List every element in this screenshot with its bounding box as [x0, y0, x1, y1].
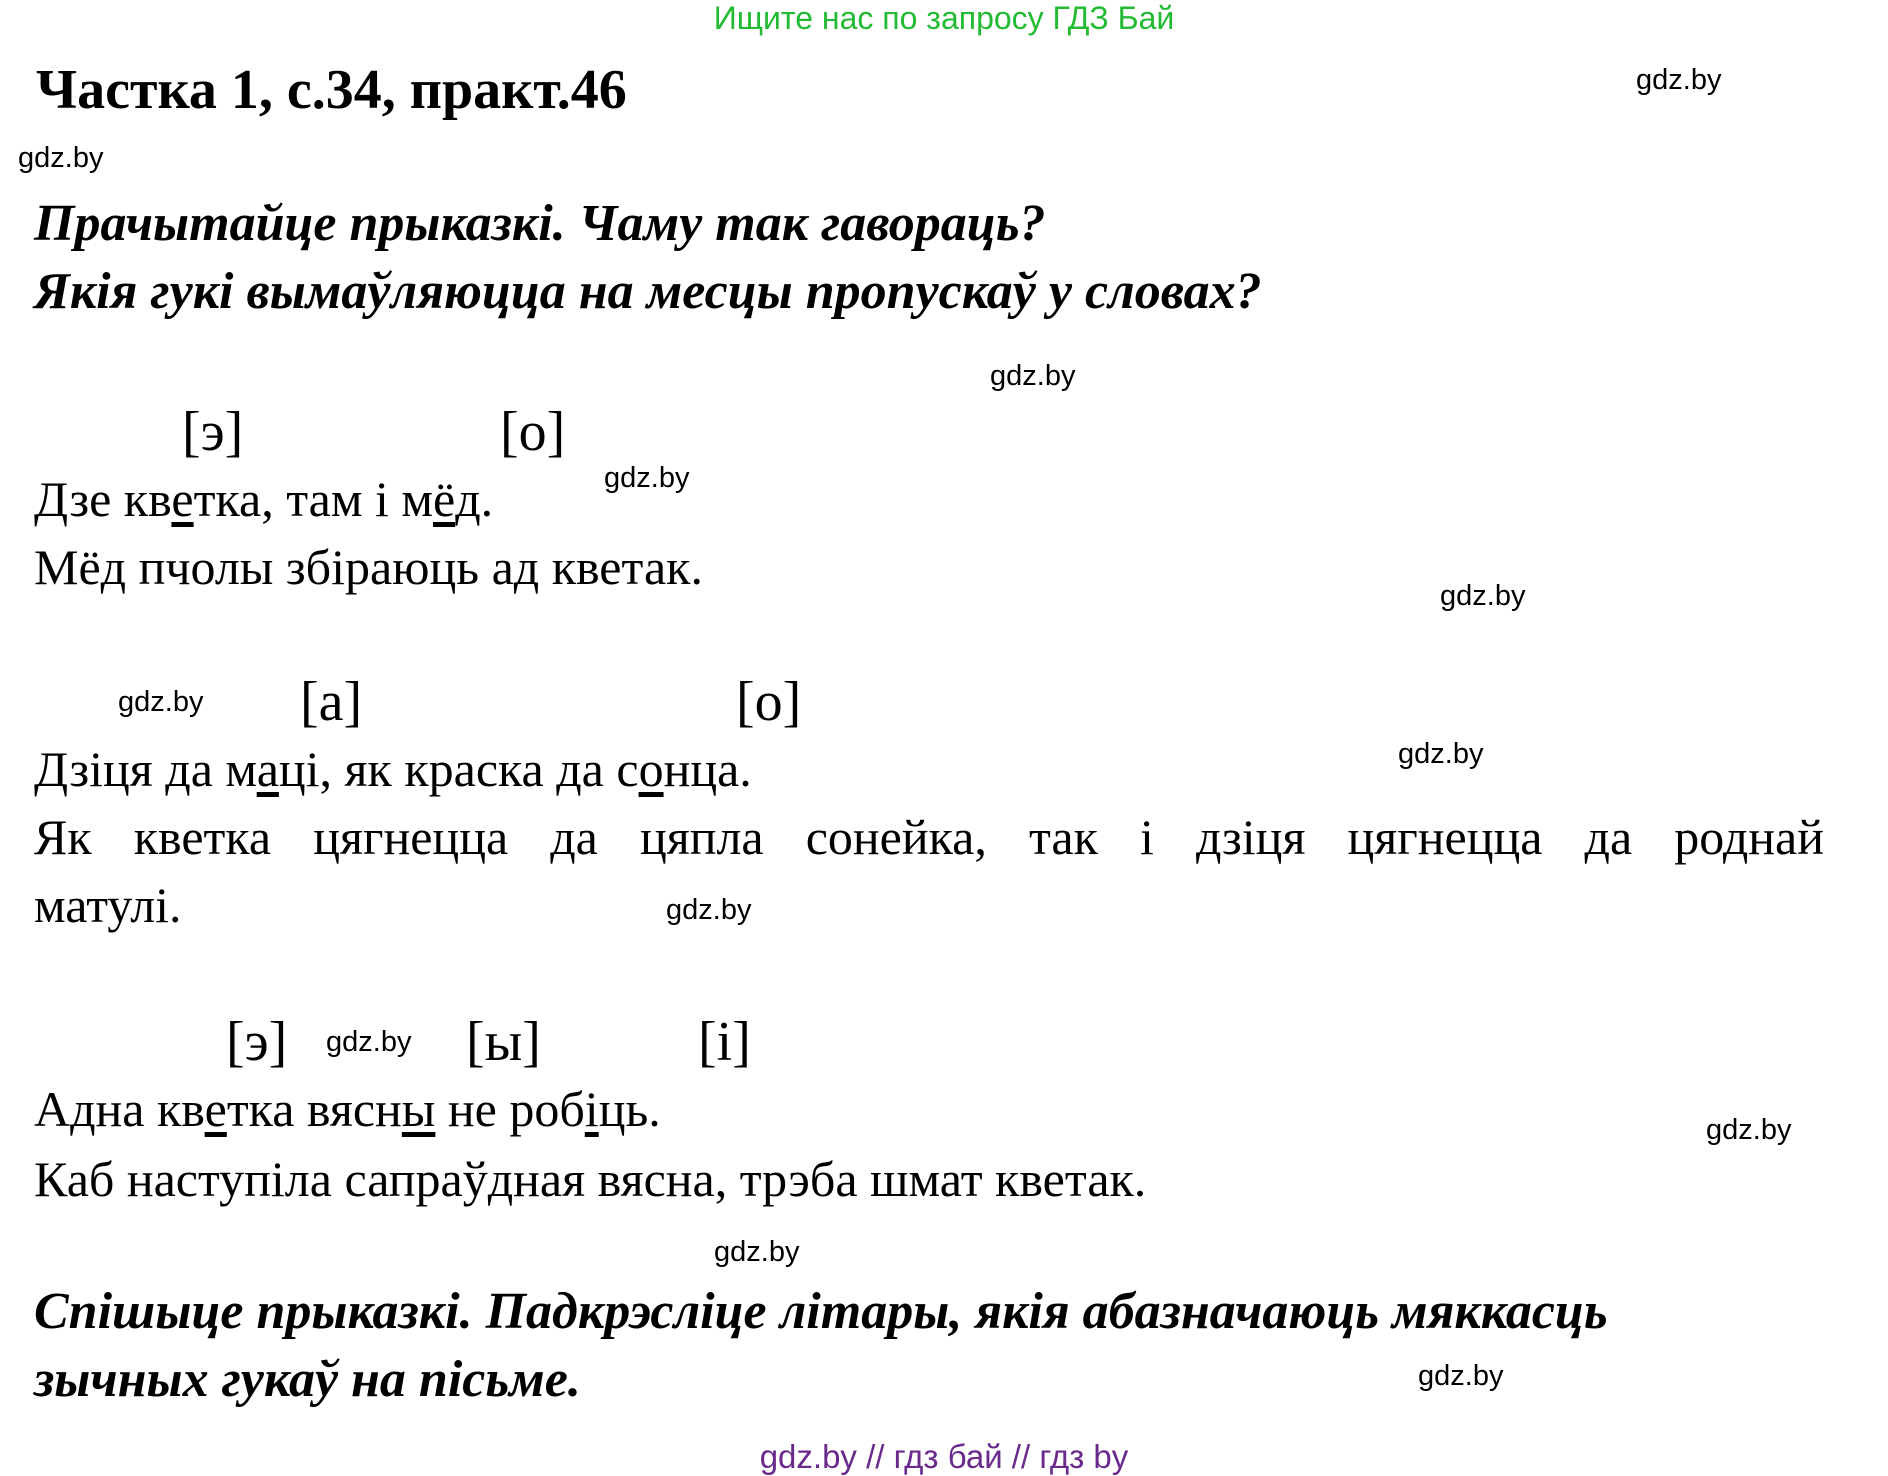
watermark: gdz.by: [1440, 580, 1526, 612]
phonetic-symbol: [і]: [698, 1011, 751, 1073]
underlined-letter: а: [256, 741, 279, 797]
watermark: gdz.by: [18, 142, 104, 174]
underlined-letter: е: [171, 471, 194, 527]
proverb-line: Дзіця да маці, як краска да сонца.: [34, 741, 752, 797]
phonetic-symbol: [э]: [182, 401, 244, 463]
watermark: gdz.by: [118, 686, 204, 718]
page-title: Частка 1, с.34, практ.46: [36, 59, 627, 121]
task-instruction-1: Прачытайце прыказкі. Чаму так гавораць?: [34, 195, 1046, 252]
underlined-letter: ы: [401, 1081, 436, 1137]
watermark: gdz.by: [666, 894, 752, 926]
phonetic-symbol: [о]: [500, 401, 566, 463]
proverb-explanation-cont: матулі.: [34, 877, 182, 933]
phonetic-symbol: [а]: [300, 671, 363, 733]
watermark: gdz.by: [604, 462, 690, 494]
phonetic-symbol: [э]: [226, 1011, 288, 1073]
task-instruction-2: Якія гукі вымаўляюцца на месцы пропускаў у словах?: [34, 263, 1262, 320]
watermark: gdz.by: [1398, 738, 1484, 770]
footer-links: gdz.by // гдз бай // гдз by: [759, 1438, 1129, 1475]
watermark: gdz.by: [326, 1026, 412, 1058]
phonetic-symbol: [о]: [736, 671, 802, 733]
underlined-letter: і: [584, 1081, 599, 1137]
proverb-explanation: Мёд пчолы збіраюць ад кветак.: [34, 539, 703, 595]
proverb-explanation: Каб наступіла сапраўдная вясна, трэба шмат кветак.: [34, 1151, 1147, 1207]
search-banner: Ищите нас по запросу ГДЗ Бай: [713, 0, 1175, 36]
phonetic-symbol: [ы]: [466, 1011, 541, 1073]
watermark: gdz.by: [990, 360, 1076, 392]
proverb-line: Дзе кветка, там і мёд.: [34, 471, 494, 527]
proverb-explanation: Як кветка цягнецца да цяпла сонейка, так і дзіця цягнецца да роднай: [34, 809, 1824, 865]
watermark: gdz.by: [1636, 64, 1722, 96]
watermark: gdz.by: [1418, 1360, 1504, 1392]
task-instruction-4: зычных гукаў на пісьме.: [34, 1351, 581, 1408]
underlined-letter: ё: [433, 471, 456, 527]
underlined-letter: о: [638, 741, 664, 797]
watermark: gdz.by: [1706, 1114, 1792, 1146]
task-instruction-3: Спішыце прыказкі. Падкрэсліце літары, якія абазначаюць мяккасць: [34, 1283, 1608, 1340]
underlined-letter: е: [204, 1081, 227, 1137]
proverb-line: Адна кветка вясны не робіць.: [34, 1081, 661, 1137]
watermark: gdz.by: [714, 1236, 800, 1268]
